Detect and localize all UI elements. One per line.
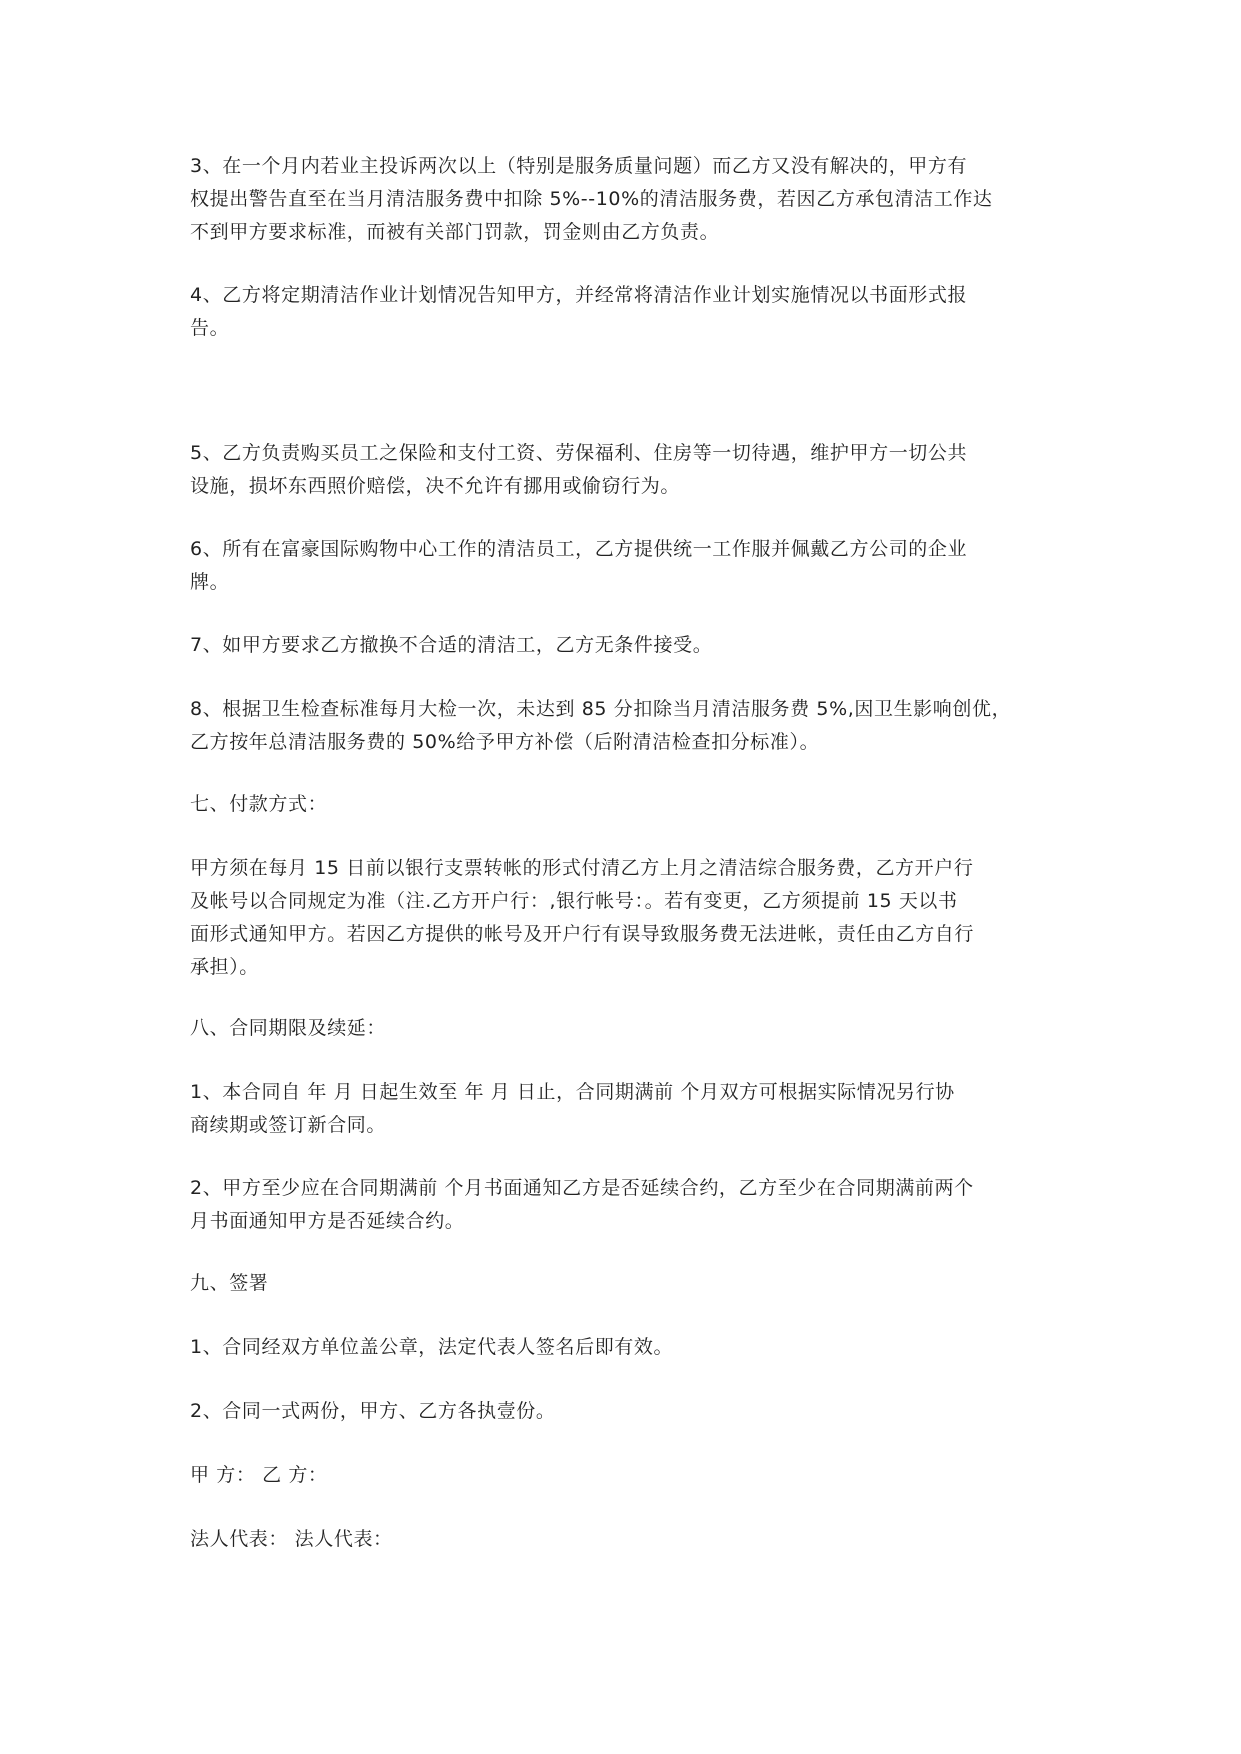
- text-line: 2、合同一式两份，甲方、乙方各执壹份。: [190, 1400, 556, 1422]
- text-line: 4、乙方将定期清洁作业计划情况告知甲方，并经常将清洁作业计划实施情况以书面形式报: [190, 284, 968, 306]
- section-heading: 九、签署: [190, 1272, 269, 1294]
- clause-3: [190, 150, 1070, 249]
- text-line: 1、合同经双方单位盖公章，法定代表人签名后即有效。: [190, 1336, 674, 1358]
- text-line: 6、所有在富豪国际购物中心工作的清洁员工，乙方提供统一工作服并佩戴乙方公司的企业: [190, 538, 968, 560]
- text-line: 告。: [190, 317, 230, 339]
- text-line: 不到甲方要求标准，而被有关部门罚款，罚金则由乙方负责。: [190, 221, 720, 243]
- section-heading-term: [190, 1012, 1070, 1045]
- section-heading-signing: [190, 1267, 1070, 1300]
- text-line: 甲 方： 乙 方：: [190, 1464, 328, 1486]
- text-line: 面形式通知甲方。若因乙方提供的帐号及开户行有误导致服务费无法进帐，责任由乙方自行: [190, 923, 975, 945]
- text-line: 7、如甲方要求乙方撤换不合适的清洁工，乙方无条件接受。: [190, 634, 713, 656]
- text-line: 5、乙方负责购买员工之保险和支付工资、劳保福利、住房等一切待遇，维护甲方一切公共: [190, 442, 968, 464]
- text-line: 甲方须在每月 15 日前以银行支票转帐的形式付清乙方上月之清洁综合服务费，乙方开户行: [190, 857, 974, 879]
- term-clause-2: [190, 1172, 1070, 1238]
- clause-7: [190, 629, 1070, 662]
- clause-4: [190, 279, 1070, 345]
- text-line: 承担）。: [190, 956, 259, 978]
- signing-clause-2: [190, 1395, 1070, 1428]
- section-heading-payment: [190, 788, 1070, 821]
- text-line: 法人代表： 法人代表：: [190, 1528, 393, 1550]
- clause-8: [190, 693, 1070, 759]
- signature-representatives: [190, 1523, 1070, 1556]
- signature-parties: [190, 1459, 1070, 1492]
- text-line: 1、本合同自 年 月 日起生效至 年 月 日止，合同期满前 个月双方可根据实际情况另行协: [190, 1081, 955, 1103]
- text-line: 权提出警告直至在当月清洁服务费中扣除 5%--10%的清洁服务费，若因乙方承包清洁工作达: [190, 188, 993, 210]
- text-line: 月书面通知甲方是否延续合约。: [190, 1210, 465, 1232]
- text-line: 8、根据卫生检查标准每月大检一次，未达到 85 分扣除当月清洁服务费 5%,因卫生影响创优，: [190, 698, 1012, 720]
- clause-6: [190, 533, 1070, 599]
- section-heading: 七、付款方式：: [190, 793, 328, 815]
- signing-clause-1: [190, 1331, 1070, 1364]
- payment-terms: [190, 852, 1070, 984]
- text-line: 商续期或签订新合同。: [190, 1114, 387, 1136]
- text-line: 2、甲方至少应在合同期满前 个月书面通知乙方是否延续合约，乙方至少在合同期满前两个: [190, 1177, 974, 1199]
- text-line: 牌。: [190, 571, 230, 593]
- text-line: 设施，损坏东西照价赔偿，决不允许有挪用或偷窃行为。: [190, 475, 681, 497]
- clause-5: [190, 437, 1070, 503]
- term-clause-1: [190, 1076, 1070, 1142]
- text-line: 乙方按年总清洁服务费的 50%给予甲方补偿（后附清洁检查扣分标准）。: [190, 731, 820, 753]
- text-line: 及帐号以合同规定为准（注.乙方开户行：,银行帐号：。若有变更，乙方须提前 15 天以书: [190, 890, 958, 912]
- section-heading: 八、合同期限及续延：: [190, 1017, 387, 1039]
- text-line: 3、在一个月内若业主投诉两次以上（特别是服务质量问题）而乙方又没有解决的，甲方有: [190, 155, 968, 177]
